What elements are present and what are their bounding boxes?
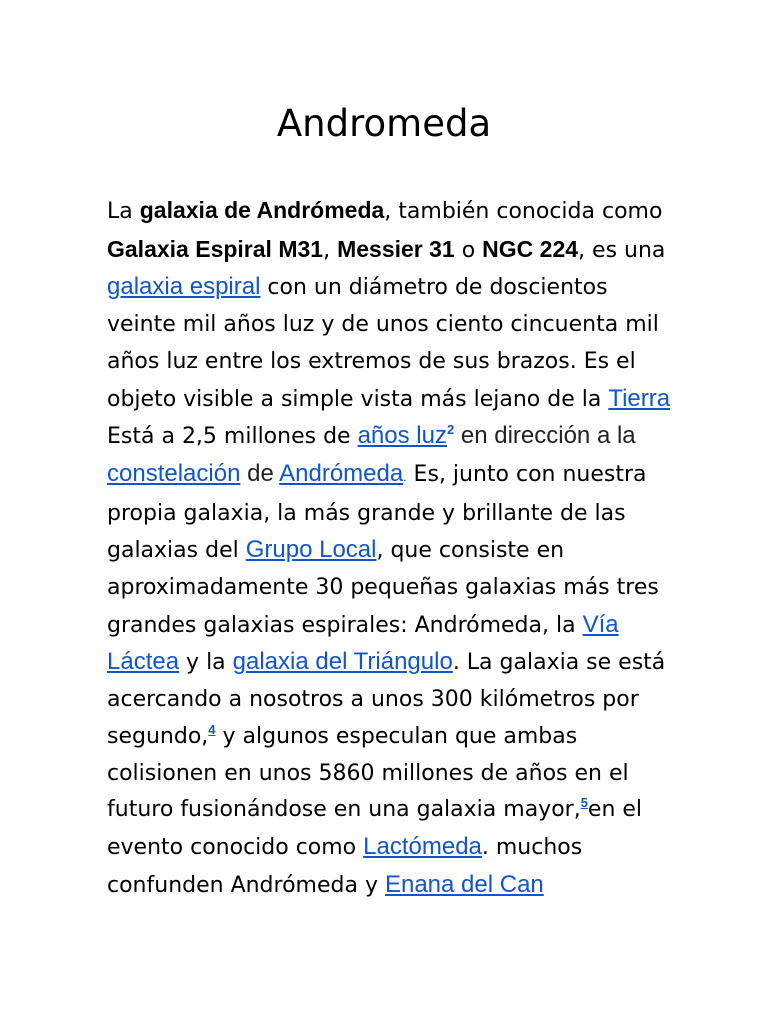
bold-term-messier-31: Messier 31 (337, 235, 455, 262)
link-constelacion[interactable]: constelación (107, 459, 241, 487)
text-run: . (403, 469, 407, 484)
text-run: de (240, 459, 280, 487)
link-lactomeda[interactable]: Lactómeda (363, 832, 482, 860)
link-enana-del-can[interactable]: Enana del Can (384, 870, 544, 898)
link-grupo-local[interactable]: Grupo Local (245, 536, 377, 564)
link-andromeda[interactable]: Andrómeda (279, 459, 404, 487)
link-anos-luz[interactable]: años luz (357, 422, 447, 450)
text-run: con un diámetro de doscientos veinte mil años luz y de unos ciento cincuenta mil años luz entre los extremos de sus brazos. Es el objeto visible a simple vista más lejano de la (107, 275, 659, 412)
footnote-5-link[interactable]: 5 (580, 795, 588, 811)
text-run: o (454, 237, 483, 263)
text-run: , es una (578, 237, 666, 263)
link-galaxia-espiral[interactable]: galaxia espiral (107, 273, 261, 301)
text-run: . muchos confunden Andrómeda y (107, 834, 583, 898)
footnote-2: 2 (446, 422, 455, 438)
link-galaxia-del-triangulo[interactable]: galaxia del Triángulo (232, 648, 453, 676)
text-run: y algunos especulan que ambas colisionen en unos 5860 millones de años en el futuro fusionándose en una galaxia mayor, (107, 723, 629, 823)
text-run: en el evento conocido como (107, 797, 643, 860)
article-paragraph (107, 192, 672, 904)
text-run: en dirección a la (454, 422, 636, 450)
footnote-4-link[interactable]: 4 (208, 721, 216, 737)
link-via-lactea[interactable]: Vía Láctea (107, 610, 619, 676)
text-run: Es, junto con nuestra propia galaxia, la más grande y brillante de las galaxias del (107, 461, 647, 564)
bold-term-ngc-224: NGC 224 (482, 235, 579, 262)
bold-term-galaxia-espiral-m31: Galaxia Espiral M31 (107, 235, 324, 262)
text-run: La (107, 199, 140, 224)
bold-term-galaxia-de-andromeda: galaxia de Andrómeda (139, 197, 385, 223)
text-run: , (323, 237, 338, 263)
text-run: . La galaxia se está acercando a nosotros a unos 300 kilómetros por segundo, (107, 650, 666, 749)
page-title: Andromeda (276, 102, 492, 145)
text-run: , también conocida como (384, 199, 663, 224)
link-tierra[interactable]: Tierra (608, 384, 671, 412)
text-run: , que consiste en aproximadamente 30 pequeñas galaxias más tres grandes galaxias espirales: Andrómeda, la (107, 538, 659, 638)
text-run: Está a 2,5 millones de (107, 424, 358, 450)
text-run: y la (179, 650, 233, 676)
